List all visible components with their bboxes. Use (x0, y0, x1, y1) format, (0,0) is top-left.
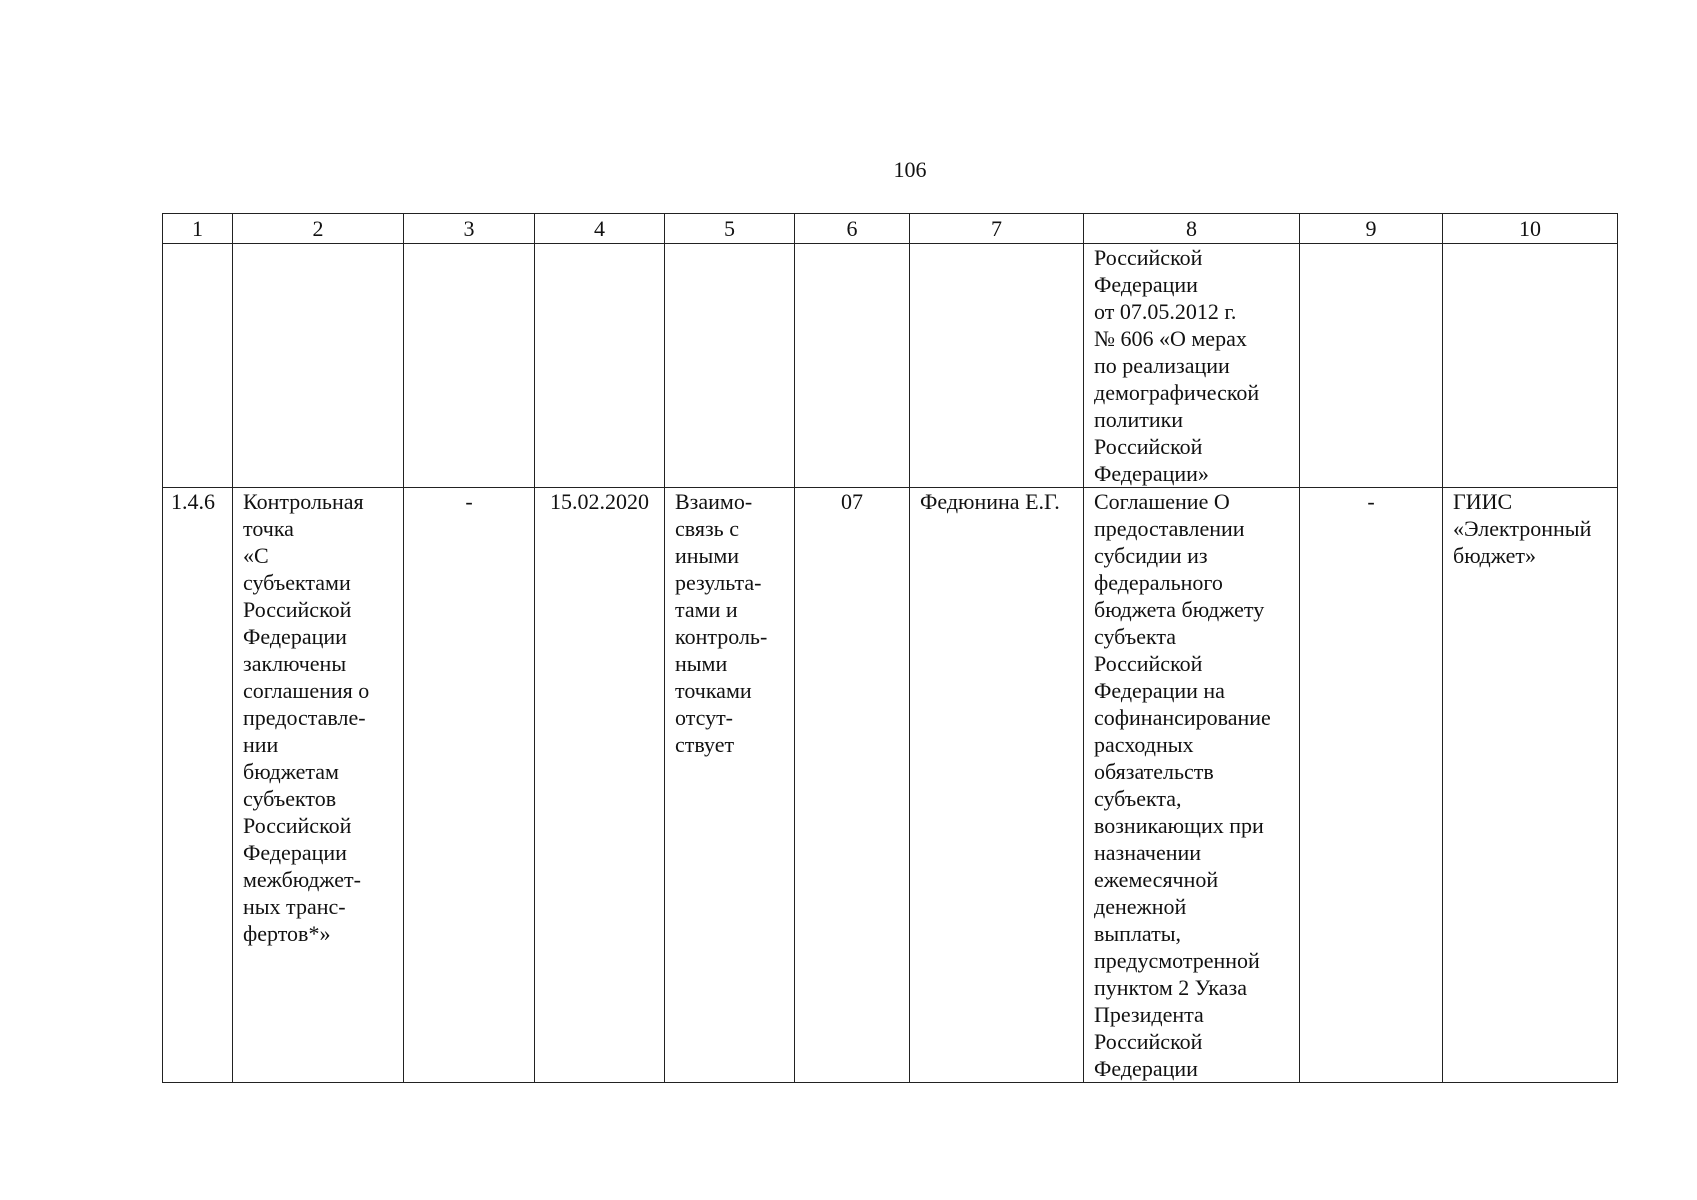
cell-empty (665, 244, 795, 488)
text-line: нии (243, 732, 279, 757)
text-line: от 07.05.2012 г. (1094, 299, 1237, 324)
text-line: Российской (1094, 651, 1203, 676)
cell-empty (535, 244, 665, 488)
cell-empty (1443, 244, 1618, 488)
text-line: предусмотренной (1094, 948, 1260, 973)
cell-empty (233, 244, 404, 488)
cell-responsible: Федюнина Е.Г. (910, 488, 1084, 1083)
cell-empty (795, 244, 910, 488)
cell-decree-continuation (1084, 244, 1300, 488)
text-line: пунктом 2 Указа (1094, 975, 1247, 1000)
text-line: Федерации на (1094, 678, 1225, 703)
text-line: иными (675, 543, 740, 568)
header-col-10: 10 (1443, 214, 1618, 244)
text-line: отсут- (675, 705, 734, 730)
text-line: ными (675, 651, 728, 676)
header-col-4: 4 (535, 214, 665, 244)
text-line: Федерации (243, 624, 347, 649)
cell-date: 15.02.2020 (535, 488, 665, 1083)
text-line: бюджета бюджету (1094, 597, 1265, 622)
text-line: Российской (1094, 1029, 1203, 1054)
text-line: результа- (675, 570, 762, 595)
text-line: Федерации (243, 840, 347, 865)
header-col-5: 5 (665, 214, 795, 244)
page-number: 106 (893, 157, 927, 182)
text-line: ных транс- (243, 894, 346, 919)
cell-relation (665, 488, 795, 1083)
table-row-continuation (163, 244, 1618, 488)
header-col-3: 3 (404, 214, 535, 244)
cell-control-point-name (233, 488, 404, 1083)
text-line: денежной (1094, 894, 1187, 919)
text-line: Соглашение О (1094, 489, 1230, 514)
text-line: демографической (1094, 380, 1260, 405)
text-line: субъектами (243, 570, 351, 595)
header-col-1: 1 (163, 214, 233, 244)
table-row-1-4-6 (163, 488, 1618, 1083)
text-line: № 606 «О мерах (1094, 326, 1247, 351)
text-line: соглашения о (243, 678, 370, 703)
text-line: Президента (1094, 1002, 1204, 1027)
text-line: субъекта (1094, 624, 1177, 649)
text-line: бюджетам (243, 759, 339, 784)
text-line: Российской (1094, 245, 1203, 270)
text-line: расходных (1094, 732, 1194, 757)
text-line: точками (675, 678, 752, 703)
text-line: бюджет» (1453, 543, 1536, 568)
text-line: Российской (1094, 434, 1203, 459)
text-line: предоставле- (243, 705, 366, 730)
text-line: субъектов (243, 786, 337, 811)
cell-col9-value: - (1300, 488, 1443, 1083)
text-line: Федерации (1094, 272, 1198, 297)
text-line: назначении (1094, 840, 1202, 865)
cell-col6-value: 07 (795, 488, 910, 1083)
text-line: федерального (1094, 570, 1223, 595)
text-line: возникающих при (1094, 813, 1264, 838)
text-line: межбюджет- (243, 867, 361, 892)
document-table (162, 213, 1618, 1083)
text-line: обязательств (1094, 759, 1214, 784)
cell-col3-value: - (404, 488, 535, 1083)
cell-empty (163, 244, 233, 488)
cell-information-system (1443, 488, 1618, 1083)
text-line: ствует (675, 732, 735, 757)
text-line: Контрольная (243, 489, 364, 514)
text-line: Российской (243, 597, 352, 622)
cell-document (1084, 488, 1300, 1083)
text-line: заключены (243, 651, 347, 676)
text-line: субсидии из (1094, 543, 1208, 568)
header-col-2: 2 (233, 214, 404, 244)
text-line: ежемесячной (1094, 867, 1219, 892)
text-line: софинансирование (1094, 705, 1271, 730)
text-line: Федерации (1094, 1056, 1198, 1081)
header-col-8: 8 (1084, 214, 1300, 244)
text-line: Взаимо- (675, 489, 753, 514)
text-line: ГИИС (1453, 489, 1513, 514)
text-line: по реализации (1094, 353, 1230, 378)
header-col-7: 7 (910, 214, 1084, 244)
text-line: точка (243, 516, 294, 541)
cell-empty (910, 244, 1084, 488)
cell-empty (404, 244, 535, 488)
cell-empty (1300, 244, 1443, 488)
header-col-9: 9 (1300, 214, 1443, 244)
table-header-row (163, 214, 1618, 244)
text-line: субъекта, (1094, 786, 1182, 811)
text-line: контроль- (675, 624, 768, 649)
text-line: «Электронный (1453, 516, 1592, 541)
header-col-6: 6 (795, 214, 910, 244)
text-line: выплаты, (1094, 921, 1182, 946)
text-line: Федерации» (1094, 461, 1209, 486)
text-line: предоставлении (1094, 516, 1245, 541)
text-line: политики (1094, 407, 1184, 432)
text-line: связь с (675, 516, 739, 541)
text-line: тами и (675, 597, 738, 622)
text-line: фертов*» (243, 921, 331, 946)
text-line: Российской (243, 813, 352, 838)
text-line: «С (243, 543, 269, 568)
cell-row-number: 1.4.6 (163, 488, 233, 1083)
